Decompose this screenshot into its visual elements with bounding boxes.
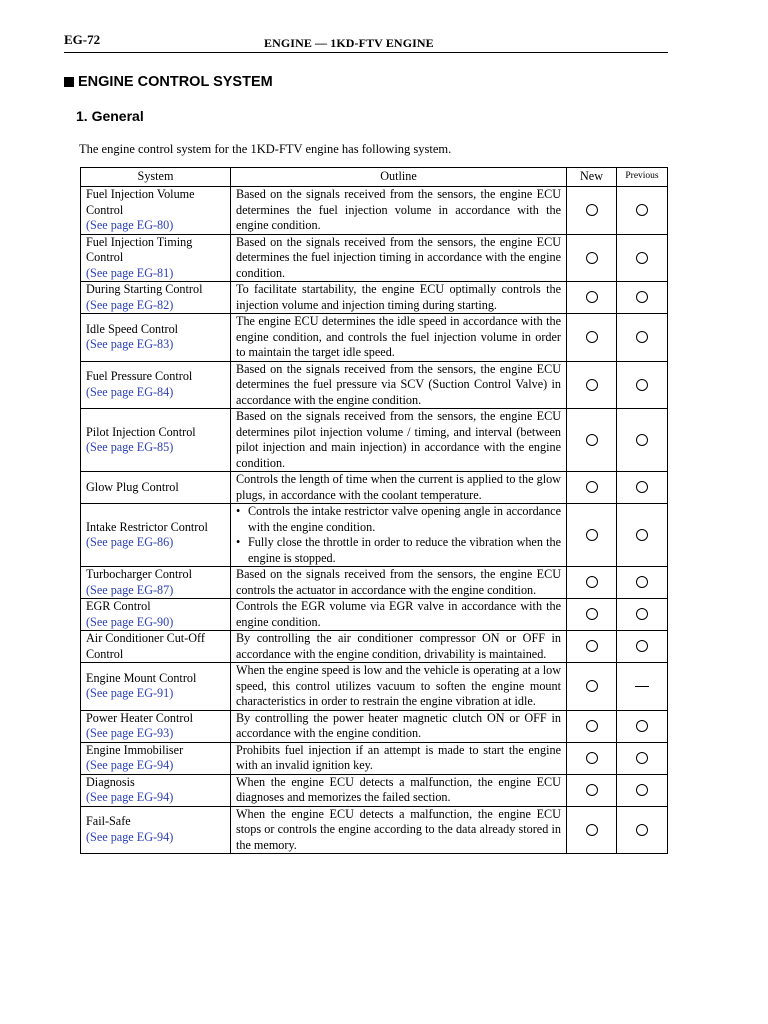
previous-cell — [617, 599, 668, 631]
outline-cell: When the engine ECU detects a malfunction, the engine ECU stops or controls the engine according to the data already stored in the memory. — [231, 806, 567, 854]
system-name: EGR Control — [86, 599, 151, 613]
column-header-new: New — [567, 168, 617, 187]
new-cell — [567, 361, 617, 409]
outline-cell — [231, 504, 567, 567]
new-cell — [567, 504, 617, 567]
system-cell — [81, 314, 231, 362]
see-page-link[interactable]: (See page EG-93) — [86, 726, 174, 740]
new-cell — [567, 710, 617, 742]
outline-bullet-item: • Fully close the throttle in order to reduce the vibration when the engine is stopped. — [236, 535, 561, 566]
see-page-link[interactable]: (See page EG-83) — [86, 337, 174, 352]
circle-icon — [586, 434, 598, 446]
table-row — [81, 187, 668, 235]
system-cell — [81, 361, 231, 409]
system-cell — [81, 282, 231, 314]
outline-cell: By controlling the power heater magnetic clutch ON or OFF in accordance with the engine condition. — [231, 710, 567, 742]
circle-icon — [636, 529, 648, 541]
column-header-outline: Outline — [231, 168, 567, 187]
system-cell — [81, 631, 231, 663]
system-cell — [81, 599, 231, 631]
circle-icon — [636, 204, 648, 216]
circle-icon — [636, 252, 648, 264]
see-page-link[interactable]: (See page EG-85) — [86, 440, 174, 454]
previous-cell — [617, 567, 668, 599]
table-row — [81, 599, 668, 631]
new-cell — [567, 742, 617, 774]
circle-icon — [636, 720, 648, 732]
see-page-link[interactable]: (See page EG-82) — [86, 297, 174, 312]
new-cell — [567, 409, 617, 472]
outline-cell: Prohibits fuel injection if an attempt is made to start the engine with an invalid ignition key. — [231, 742, 567, 774]
square-bullet-icon — [64, 77, 74, 87]
table-row — [81, 663, 668, 711]
outline-cell: Based on the signals received from the sensors, the engine ECU determines the fuel injection volume in accordance with the engine condition. — [231, 187, 567, 235]
circle-icon — [586, 331, 598, 343]
new-cell — [567, 774, 617, 806]
table-row — [81, 409, 668, 472]
see-page-link[interactable]: (See page EG-94) — [86, 758, 174, 772]
previous-cell — [617, 631, 668, 663]
previous-cell — [617, 710, 668, 742]
outline-cell: Based on the signals received from the sensors, the engine ECU determines the fuel pressure via SCV (Suction Control Valve) in accordance with the engine condition. — [231, 361, 567, 409]
system-cell — [81, 663, 231, 711]
outline-cell: Controls the EGR volume via EGR valve in accordance with the engine condition. — [231, 599, 567, 631]
outline-cell: When the engine ECU detects a malfunction, the engine ECU diagnoses and memorizes the failed section. — [231, 774, 567, 806]
circle-icon — [636, 608, 648, 620]
previous-cell — [617, 504, 668, 567]
table-row — [81, 314, 668, 362]
previous-cell — [617, 282, 668, 314]
previous-cell — [617, 472, 668, 504]
system-name: Turbocharger Control — [86, 567, 192, 581]
previous-cell — [617, 314, 668, 362]
outline-cell: When the engine speed is low and the vehicle is operating at a low speed, this control utilizes vacuum to soften the engine mount characteristics in order to restrain the engine vibration at idle. — [231, 663, 567, 711]
table-row — [81, 567, 668, 599]
previous-cell — [617, 806, 668, 854]
outline-bullet-item: • Controls the intake restrictor valve opening angle in accordance with the engine condition. — [236, 504, 561, 535]
page-number: EG-72 — [64, 32, 101, 47]
previous-cell — [617, 234, 668, 282]
circle-icon — [586, 252, 598, 264]
circle-icon — [586, 529, 598, 541]
section-heading — [64, 74, 273, 90]
circle-icon — [636, 481, 648, 493]
previous-cell — [617, 187, 668, 235]
outline-cell: By controlling the air conditioner compressor ON or OFF in accordance with the engine condition, drivability is maintained. — [231, 631, 567, 663]
outline-cell: To facilitate startability, the engine ECU optimally controls the injection volume and injection timing during starting. — [231, 282, 567, 314]
table-row — [81, 631, 668, 663]
see-page-link[interactable]: (See page EG-94) — [86, 829, 174, 844]
system-cell — [81, 742, 231, 774]
system-name: Fuel Injection Timing Control — [86, 234, 193, 264]
see-page-link[interactable]: (See page EG-80) — [86, 218, 174, 232]
previous-cell — [617, 361, 668, 409]
table-row — [81, 742, 668, 774]
table-row — [81, 282, 668, 314]
circle-icon — [636, 576, 648, 588]
circle-icon — [586, 680, 598, 692]
circle-icon — [586, 824, 598, 836]
system-name: Fuel Pressure Control — [86, 369, 193, 384]
system-name: Air Conditioner Cut-Off Control — [86, 631, 205, 661]
circle-icon — [636, 640, 648, 652]
system-name: During Starting Control — [86, 282, 203, 296]
circle-icon — [586, 720, 598, 732]
new-cell — [567, 282, 617, 314]
circle-icon — [586, 291, 598, 303]
outline-bullet-list — [236, 504, 561, 566]
new-cell — [567, 314, 617, 362]
outline-cell: Based on the signals received from the sensors, the engine ECU determines the fuel injection timing in accordance with the engine condition. — [231, 234, 567, 282]
system-cell — [81, 806, 231, 854]
engine-control-table — [80, 167, 668, 854]
outline-cell: Controls the length of time when the current is applied to the glow plugs, in accordance with the coolant temperature. — [231, 472, 567, 504]
circle-icon — [636, 784, 648, 796]
circle-icon — [586, 204, 598, 216]
system-name: Fuel Injection Volume Control — [86, 187, 195, 217]
see-page-link[interactable]: (See page EG-91) — [86, 686, 174, 701]
circle-icon — [586, 481, 598, 493]
new-cell — [567, 187, 617, 235]
table-row — [81, 472, 668, 504]
previous-cell — [617, 774, 668, 806]
circle-icon — [586, 640, 598, 652]
circle-icon — [636, 752, 648, 764]
system-name: Engine Immobiliser — [86, 742, 184, 757]
system-name: Fail-Safe — [86, 814, 131, 829]
column-header-previous: Previous — [617, 168, 668, 187]
new-cell — [567, 472, 617, 504]
sub-heading: 1. General — [76, 108, 144, 124]
section-heading-text: ENGINE CONTROL SYSTEM — [78, 74, 273, 90]
system-cell — [81, 774, 231, 806]
table-header-row — [81, 168, 668, 187]
circle-icon — [636, 291, 648, 303]
outline-cell: Based on the signals received from the sensors, the engine ECU controls the actuator in accordance with the engine condition. — [231, 567, 567, 599]
circle-icon — [636, 434, 648, 446]
previous-cell — [617, 742, 668, 774]
see-page-link[interactable]: (See page EG-84) — [86, 384, 174, 399]
system-name: Glow Plug Control — [86, 479, 179, 494]
system-name: Power Heater Control — [86, 710, 193, 725]
table-row — [81, 774, 668, 806]
see-page-link[interactable]: (See page EG-86) — [86, 535, 174, 549]
new-cell — [567, 599, 617, 631]
circle-icon — [586, 379, 598, 391]
circle-icon — [586, 784, 598, 796]
system-name: Pilot Injection Control — [86, 424, 196, 439]
see-page-link[interactable]: (See page EG-87) — [86, 582, 174, 597]
new-cell — [567, 631, 617, 663]
circle-icon — [636, 331, 648, 343]
circle-icon — [586, 608, 598, 620]
see-page-link[interactable]: (See page EG-81) — [86, 265, 174, 280]
table-row — [81, 710, 668, 742]
table-row — [81, 806, 668, 854]
system-cell — [81, 504, 231, 567]
table-row — [81, 234, 668, 282]
table-row — [81, 361, 668, 409]
dash-icon — [635, 686, 649, 687]
system-cell — [81, 234, 231, 282]
intro-paragraph: The engine control system for the 1KD-FTV engine has following system. — [79, 142, 452, 156]
system-name: Idle Speed Control — [86, 321, 179, 336]
system-cell — [81, 409, 231, 472]
previous-cell — [617, 409, 668, 472]
system-name: Engine Mount Control — [86, 670, 197, 685]
system-name: Intake Restrictor Control — [86, 519, 208, 534]
system-cell — [81, 710, 231, 742]
system-name: Diagnosis — [86, 774, 135, 789]
circle-icon — [636, 824, 648, 836]
page-title: ENGINE — 1KD-FTV ENGINE — [264, 36, 434, 50]
system-cell — [81, 567, 231, 599]
outline-cell: The engine ECU determines the idle speed in accordance with the engine condition, and controls the fuel injection volume in order to maintain the target idle speed. — [231, 314, 567, 362]
new-cell — [567, 234, 617, 282]
new-cell — [567, 663, 617, 711]
new-cell — [567, 806, 617, 854]
previous-cell — [617, 663, 668, 711]
see-page-link[interactable]: (See page EG-90) — [86, 614, 174, 629]
circle-icon — [586, 752, 598, 764]
page-header — [64, 30, 668, 53]
table-row — [81, 504, 668, 567]
outline-cell: Based on the signals received from the sensors, the engine ECU determines pilot injection volume / timing, and interval (between pilot injection and main injection) in accordance with the engine condition. — [231, 409, 567, 472]
column-header-system: System — [81, 168, 231, 187]
system-cell — [81, 187, 231, 235]
new-cell — [567, 567, 617, 599]
system-cell — [81, 472, 231, 504]
see-page-link[interactable]: (See page EG-94) — [86, 790, 174, 804]
circle-icon — [636, 379, 648, 391]
circle-icon — [586, 576, 598, 588]
